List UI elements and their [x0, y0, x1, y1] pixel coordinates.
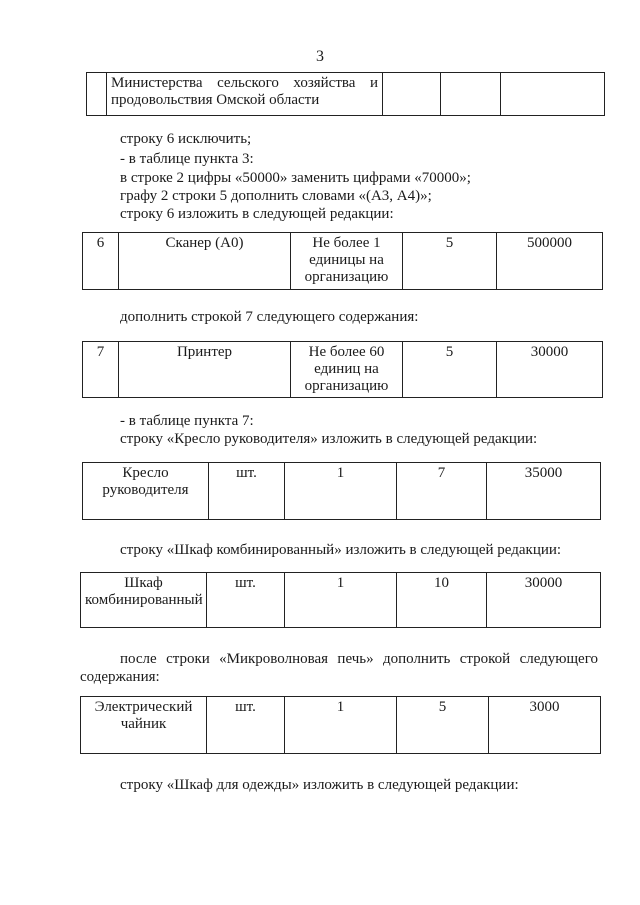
page-number: 3 [316, 48, 324, 65]
table-cell [383, 73, 441, 116]
table-chair [82, 462, 601, 520]
table-cell: шт. [209, 463, 285, 520]
table-cell: Электрический чайник [81, 697, 207, 754]
table-row [81, 697, 601, 754]
table-printer [82, 341, 603, 398]
table-cell: 1 [285, 697, 397, 754]
table-cell: 1 [285, 463, 397, 520]
table-cell: 35000 [487, 463, 601, 520]
table-cell: 7 [397, 463, 487, 520]
table-cell: Не более 60 единиц на организацию [291, 342, 403, 398]
table-continuation [86, 72, 605, 116]
table-cell: 5 [403, 342, 497, 398]
paragraph-line: - в таблице пункта 3: [120, 151, 254, 167]
table-row [81, 573, 601, 628]
table-cell: 1 [285, 573, 397, 628]
table-cell: 5 [397, 697, 489, 754]
table-cell [87, 73, 107, 116]
table-kettle [80, 696, 601, 754]
paragraph-line: строку «Шкаф для одежды» изложить в следующей редакции: [120, 777, 519, 793]
table-cell: Не более 1 единицы на организацию [291, 233, 403, 290]
table-cell: 10 [397, 573, 487, 628]
paragraph-line: дополнить строкой 7 следующего содержания: [120, 309, 419, 325]
paragraph-line: строку 6 исключить; [120, 131, 252, 147]
table-cabinet [80, 572, 601, 628]
table-cell: Шкаф комбинированный [81, 573, 207, 628]
table-cell: шт. [207, 573, 285, 628]
table-cell: Сканер (А0) [119, 233, 291, 290]
table-row [87, 73, 605, 116]
paragraph-line: графу 2 строки 5 дополнить словами «(А3, А4)»; [120, 188, 432, 204]
cell-text-line: Министерства сельского хозяйства и [111, 75, 378, 91]
paragraph-line: после строки «Микроволновая печь» дополнить строкой следующего [120, 651, 598, 667]
table-cell [441, 73, 501, 116]
table-row [83, 463, 601, 520]
paragraph-line: - в таблице пункта 7: [120, 413, 254, 429]
paragraph-line: строку «Кресло руководителя» изложить в следующей редакции: [120, 431, 538, 447]
table-cell: Принтер [119, 342, 291, 398]
paragraph-line: строку 6 изложить в следующей редакции: [120, 206, 394, 222]
table-cell [107, 73, 383, 116]
table-cell: 6 [83, 233, 119, 290]
paragraph-line: строку «Шкаф комбинированный» изложить в следующей редакции: [120, 542, 562, 558]
table-cell: 30000 [497, 342, 603, 398]
cell-text-line: продовольствия Омской области [111, 92, 320, 108]
table-row [83, 342, 603, 398]
table-scanner [82, 232, 603, 290]
table-row [83, 233, 603, 290]
paragraph-line: содержания: [80, 669, 160, 685]
table-cell: шт. [207, 697, 285, 754]
table-cell: 7 [83, 342, 119, 398]
table-cell: 500000 [497, 233, 603, 290]
table-cell: 5 [403, 233, 497, 290]
table-cell: 3000 [489, 697, 601, 754]
table-cell: 30000 [487, 573, 601, 628]
table-cell [501, 73, 605, 116]
table-cell: Кресло руководителя [83, 463, 209, 520]
paragraph-line: в строке 2 цифры «50000» заменить цифрами «70000»; [120, 170, 471, 186]
